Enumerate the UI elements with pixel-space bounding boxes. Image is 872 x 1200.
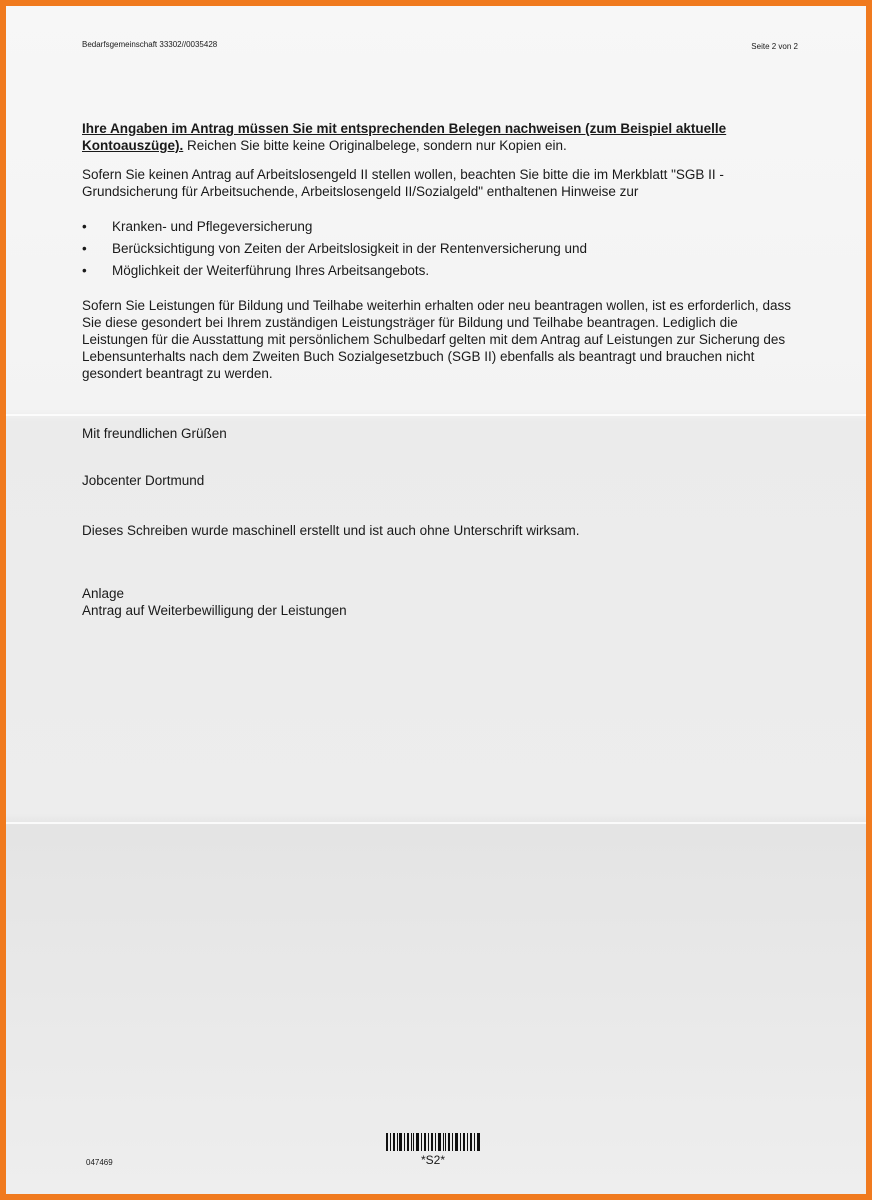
emphasis-text: Ihre Angaben im Antrag müssen Sie mit entsprechenden Belegen nachweisen (zum Beispiel aktuelle Kontoauszüge). [82, 121, 727, 153]
barcode-label: *S2* [420, 1153, 446, 1167]
sender-name: Jobcenter Dortmund [82, 473, 205, 488]
list-item: • Möglichkeit der Weiterführung Ihres Arbeitsangebots. [82, 263, 430, 278]
reference-number: Bedarfsgemeinschaft 33302//0035428 [82, 40, 218, 49]
fold-line [6, 414, 866, 416]
bullet-icon: • [82, 241, 87, 256]
paragraph-proof [82, 120, 798, 154]
greeting: Mit freundlichen Grüßen [82, 426, 227, 441]
page-number: Seite 2 von 2 [751, 42, 798, 51]
fold-line [6, 822, 866, 824]
machine-note: Dieses Schreiben wurde maschinell erstellt und ist auch ohne Unterschrift wirksam. [82, 523, 580, 538]
paragraph-education: Sofern Sie Leistungen für Bildung und Teilhabe weiterhin erhalten oder neu beantragen wollen, ist es erforderlich, dass Sie diese gesondert bei Ihrem zuständigen Leistungsträger für Bildung und Teilhabe beantragen. Lediglich die Leistungen für die Ausstattung mit persönlichem Schulbedarf gelten mit dem Antrag auf Leistungen zur Sicherung des Lebensunterhalts nach dem Zweiten Buch Sozialgesetzbuch (SGB II) ebenfalls als beantragt und brauchen nicht gesondert beantragt zu werden. [82, 298, 791, 381]
paragraph-no-application: Sofern Sie keinen Antrag auf Arbeitslosengeld II stellen wollen, beachten Sie bitte die im Merkblatt "SGB II - Grundsicherung für Arbeitsuchende, Arbeitslosengeld II/Sozialgeld" enthaltenen Hinweise zur [82, 167, 724, 199]
list-item: • Berücksichtigung von Zeiten der Arbeitslosigkeit in der Rentenversicherung und [82, 241, 588, 256]
annex-item: Antrag auf Weiterbewilligung der Leistungen [82, 603, 347, 618]
bullet-icon: • [82, 219, 87, 234]
document-number: 047469 [86, 1158, 113, 1167]
bullet-icon: • [82, 263, 87, 278]
annex-title: Anlage [82, 586, 125, 601]
list-item: • Kranken- und Pflegeversicherung [82, 219, 313, 234]
paragraph-proof-rest: Reichen Sie bitte keine Originalbelege, sondern nur Kopien ein. [183, 138, 567, 153]
barcode [386, 1133, 480, 1151]
bullet-list [82, 218, 798, 284]
